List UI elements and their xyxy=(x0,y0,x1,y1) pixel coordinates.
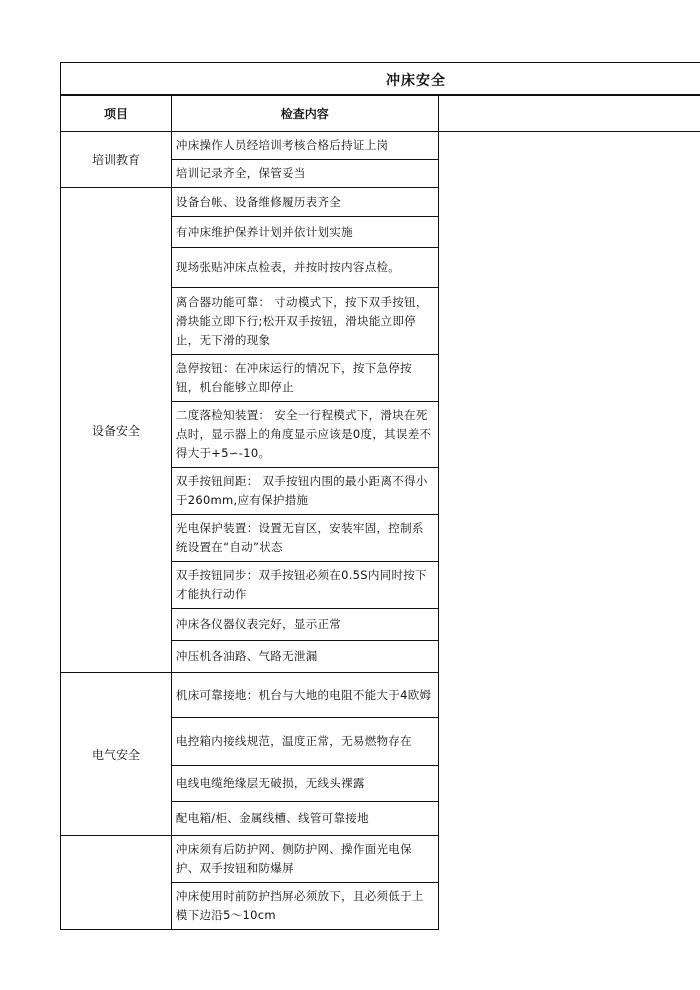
table-row xyxy=(61,188,700,217)
check-item: 离合器功能可靠： 寸动模式下，按下双手按钮，滑块能立即下行;松开双手按钮，滑块能立即停止，无下滑的现象 xyxy=(171,288,438,355)
check-item: 电控箱内接线规范，温度正常，无易燃物存在 xyxy=(171,718,438,766)
title-row xyxy=(60,62,700,95)
check-item: 双手按钮同步：双手按钮必须在0.5S内同时按下才能执行动作 xyxy=(171,562,438,609)
check-item: 二度落检知装置： 安全一行程模式下，滑块在死点时，显示器上的角度显示应该是0度，其误差不得大于+5∽-10。 xyxy=(171,402,438,468)
check-item: 现场张贴冲床点检表，并按时按内容点检。 xyxy=(171,248,438,288)
check-item: 培训记录齐全，保管妥当 xyxy=(171,160,438,188)
check-item: 设备台帐、设备维修履历表齐全 xyxy=(171,188,438,217)
category-training: 培训教育 xyxy=(61,132,172,188)
check-item: 双手按钮间距： 双手按钮内围的最小距离不得小于260mm,应有保护措施 xyxy=(171,468,438,515)
inspection-sheet xyxy=(60,62,700,922)
header-row xyxy=(61,96,700,132)
check-item: 配电箱/柜、金属线槽、线管可靠接地 xyxy=(171,802,438,836)
category-electrical: 电气安全 xyxy=(61,673,172,836)
check-item: 冲床使用时前防护挡屏必须放下，且必须低于上模下边沿5～10cm xyxy=(171,883,438,930)
check-item: 急停按钮：在冲床运行的情况下，按下急停按钮，机台能够立即停止 xyxy=(171,355,438,402)
check-item: 电线电缆绝缘层无破损，无线头裸露 xyxy=(171,766,438,802)
check-item: 冲床须有后防护网、侧防护网、操作面光电保护、双手按钮和防爆屏 xyxy=(171,836,438,883)
header-blank xyxy=(438,96,700,132)
header-content: 检查内容 xyxy=(171,96,438,132)
table-row xyxy=(61,836,700,883)
inspection-table xyxy=(60,95,700,930)
check-item: 冲床各仪器仪表完好，显示正常 xyxy=(171,609,438,641)
category-protection xyxy=(61,836,172,930)
check-item: 冲压机各油路、气路无泄漏 xyxy=(171,641,438,673)
check-item: 冲床操作人员经培训考核合格后持证上岗 xyxy=(171,132,438,160)
check-item: 有冲床维护保养计划并依计划实施 xyxy=(171,217,438,248)
check-item: 光电保护装置：设置无盲区，安装牢固，控制系统设置在“自动”状态 xyxy=(171,515,438,562)
sheet-title: 冲床安全 xyxy=(386,73,446,89)
table-row xyxy=(61,673,700,718)
category-equipment: 设备安全 xyxy=(61,188,172,673)
header-item: 项目 xyxy=(61,96,172,132)
check-item: 机床可靠接地：机台与大地的电阻不能大于4欧姆 xyxy=(171,673,438,718)
table-row xyxy=(61,132,700,160)
